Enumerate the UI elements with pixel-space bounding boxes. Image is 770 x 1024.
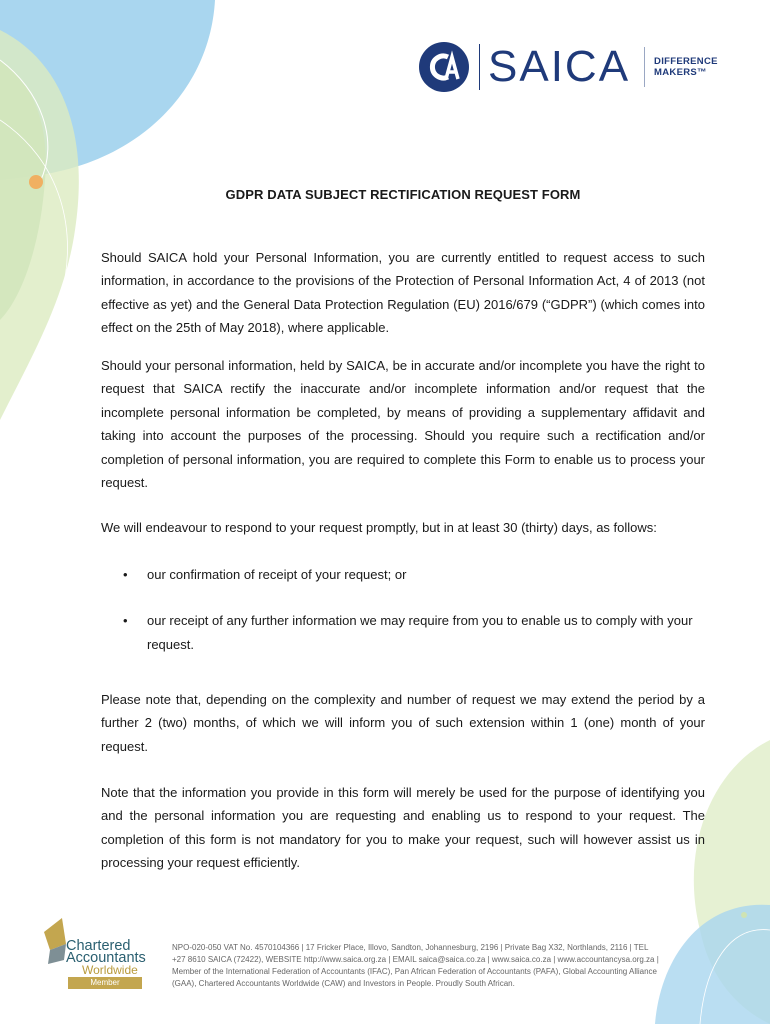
caw-line-1: Chartered [66, 938, 131, 954]
caw-line-2: Accountants [66, 950, 146, 966]
paragraph-rectification-right: Should your personal information, held by SAICA, be in accurate and/or incomplete you have the right to request that SAICA rectify the inaccurate and/or incomplete information and/or request that the incomplete personal information be completed, by means of providing a supplementary affidavit and taking into account the purposes of the processing. Should you require such a rectification and/or completion of personal information, you are required to complete this Form to enable us to process your request. [101, 358, 705, 491]
paragraph-entitlement: Should SAICA hold your Personal Information, you are currently entitled to request access to such information, in accordance to the provisions of the Protection of Personal Information Act, 4 of 2013 (not effective as yet) and the General Data Protection Regulation (EU) 2016/679 (“GDPR”) (which comes into effect on the 25th of May 2018), where applicable. [101, 250, 705, 336]
logo-divider-secondary [644, 47, 645, 87]
list-item-text: our receipt of any further information we may require from you to enable us to comply with your request. [147, 613, 693, 652]
tagline-line-1: DIFFERENCE [654, 56, 718, 67]
list-item-text: our confirmation of receipt of your request; or [147, 567, 407, 582]
response-bullet-list [101, 563, 705, 679]
caw-line-3: Worldwide [82, 963, 138, 977]
list-item [101, 563, 705, 586]
footer-contact-text: NPO-020-050 VAT No. 4570104366 | 17 Fricker Place, Illovo, Sandton, Johannesburg, 2196 | Private Bag X32, Northlands, 2116 | TEL +27 8610 SAICA (72422), WEBSITE http://www.saica.org.za | EMAIL saica@saica.co.za | www.saica.co.za | www.accountancysa.org.za | Member of the International Federation of Accountants (IFAC), Pan African Federation of Accountants (PAFA), Global Accounting Alliance (GAA), Chartered Accountants Worldwide (CAW) and Investors in People. Proudly South African. [172, 943, 659, 988]
document-title: GDPR DATA SUBJECT RECTIFICATION REQUEST FORM [225, 187, 581, 202]
saica-logo [418, 40, 718, 94]
chartered-accountants-worldwide-logo [42, 916, 152, 990]
bullet-icon: • [123, 613, 128, 629]
logo-divider [479, 44, 480, 90]
paragraph-response-time: We will endeavour to respond to your request promptly, but in at least 30 (thirty) days, as follows: [101, 520, 657, 535]
tagline-line-2: MAKERS™ [654, 67, 707, 78]
caw-member-badge: Member [68, 977, 142, 989]
paragraph-extension-note: Please note that, depending on the complexity and number of request we may extend the period by a further 2 (two) months, of which we will inform you of such extension within 1 (one) month of your request. [101, 692, 705, 754]
paragraph-information-usage: Note that the information you provide in this form will merely be used for the purpose of identifying you and the personal information you are requesting and enabling us to respond to your request. The completion of this form is not mandatory for you to make your request, such will however assist us in processing your request efficiently. [101, 785, 705, 871]
bullet-icon: • [123, 567, 128, 582]
logo-tagline [654, 56, 718, 78]
list-item [101, 609, 705, 656]
saica-ca-mark-icon [418, 41, 470, 93]
logo-wordmark: SAICA [488, 42, 631, 91]
